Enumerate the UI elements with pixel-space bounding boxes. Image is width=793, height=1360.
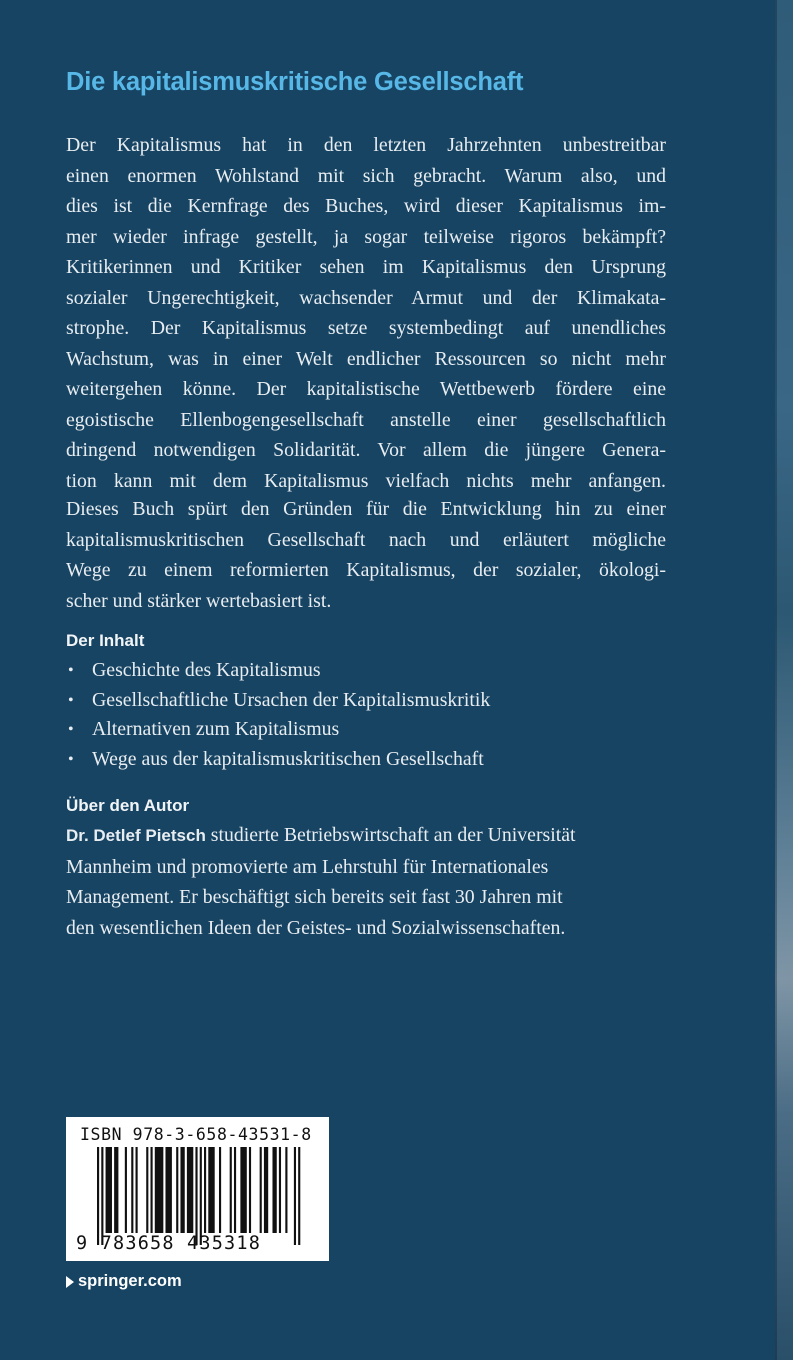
list-item: • Wege aus der kapitalismuskritischen Gesellschaft bbox=[66, 745, 490, 775]
text-line: scher und stärker wertebasiert ist. bbox=[66, 589, 332, 612]
list-item: • Alternativen zum Kapitalismus bbox=[66, 715, 490, 745]
barcode-bar bbox=[204, 1147, 206, 1233]
book-title: Die kapitalismuskritische Gesellschaft bbox=[66, 68, 524, 96]
barcode-bar bbox=[240, 1147, 246, 1233]
barcode-bar bbox=[200, 1147, 202, 1245]
text-line: sozialer Ungerechtigkeit, wachsender Armut und der Klimakata- bbox=[66, 286, 666, 309]
barcode-box bbox=[66, 1117, 329, 1261]
barcode-bar bbox=[234, 1147, 236, 1233]
text-line: Mannheim und promovierte am Lehrstuhl für Internationales bbox=[66, 855, 549, 878]
barcode-bar bbox=[101, 1147, 103, 1245]
barcode-bar bbox=[272, 1147, 276, 1233]
contents-list bbox=[66, 656, 490, 774]
barcode-bar bbox=[279, 1147, 281, 1233]
barcode-bar bbox=[97, 1147, 99, 1245]
barcode-bar bbox=[165, 1147, 171, 1233]
text-line: strophe. Der Kapitalismus setze systembedingt auf unendliches bbox=[66, 317, 666, 339]
text-line: dies ist die Kernfrage des Buches, wird dieser Kapitalismus im- bbox=[66, 195, 666, 217]
barcode-bar bbox=[176, 1147, 178, 1233]
barcode-bar bbox=[180, 1147, 184, 1233]
arrow-right-icon bbox=[66, 1276, 74, 1288]
barcode-bar bbox=[260, 1147, 262, 1233]
description-paragraph-1 bbox=[66, 130, 666, 496]
author-bio-text: studierte Betriebswirtschaft an der Universität bbox=[205, 824, 576, 846]
isbn-label: ISBN 978-3-658-43531-8 bbox=[80, 1125, 312, 1144]
contents-heading: Der Inhalt bbox=[66, 631, 145, 650]
barcode-bar bbox=[125, 1147, 127, 1233]
barcode-bar bbox=[151, 1147, 153, 1233]
text-line: Dieses Buch spürt den Gründen für die Entwicklung hin zu einer bbox=[66, 498, 666, 520]
barcode-bar bbox=[106, 1147, 112, 1233]
description-paragraph-2 bbox=[66, 494, 666, 616]
author-heading: Über den Autor bbox=[66, 796, 190, 815]
barcode-digits: 9 783658 435318 bbox=[76, 1233, 262, 1254]
spine-edge bbox=[775, 0, 793, 1360]
author-name: Dr. Detlef Pietsch bbox=[66, 826, 206, 845]
text-line: egoistische Ellenbogengesellschaft anstelle einer gesellschaftlich bbox=[66, 408, 666, 431]
text-line: weitergehen könne. Der kapitalistische Wettbewerb fördere eine bbox=[66, 378, 666, 400]
barcode-bar bbox=[264, 1147, 268, 1233]
text-line: Kritikerinnen und Kritiker sehen im Kapitalismus den Ursprung bbox=[66, 256, 666, 278]
list-item: • Gesellschaftliche Ursachen der Kapitalismuskritik bbox=[66, 686, 490, 716]
list-item: • Geschichte des Kapitalismus bbox=[66, 656, 490, 686]
barcode-bar bbox=[219, 1147, 221, 1233]
author-bio bbox=[66, 820, 666, 943]
barcode-bar bbox=[298, 1147, 300, 1245]
text-line: Wachstum, was in einer Welt endlicher Ressourcen so nicht mehr bbox=[66, 347, 666, 370]
text-line: kapitalismuskritischen Gesellschaft nach und erläutert mögliche bbox=[66, 528, 666, 551]
barcode-bar bbox=[136, 1147, 138, 1233]
publisher-link[interactable] bbox=[66, 1272, 182, 1291]
barcode-bar bbox=[285, 1147, 287, 1233]
barcode-bar bbox=[294, 1147, 296, 1245]
publisher-link-text: springer.com bbox=[78, 1272, 182, 1290]
barcode-bar bbox=[230, 1147, 232, 1233]
text-line bbox=[66, 820, 666, 852]
barcode-bar bbox=[249, 1147, 251, 1233]
text-line: dringend notwendigen Solidarität. Vor allem die jüngere Genera- bbox=[66, 439, 666, 461]
barcode-bar bbox=[114, 1147, 118, 1233]
barcode-bar bbox=[208, 1147, 214, 1233]
barcode-bar bbox=[187, 1147, 193, 1233]
text-line: einen enormen Wohlstand mit sich gebracht. Warum also, und bbox=[66, 164, 666, 187]
barcode-bar bbox=[131, 1147, 133, 1233]
text-line: Management. Er beschäftigt sich bereits seit fast 30 Jahren mit bbox=[66, 886, 563, 908]
text-line: den wesentlichen Ideen der Geistes- und Sozialwissenschaften. bbox=[66, 916, 566, 939]
text-line: Wege zu einem reformierten Kapitalismus, der sozialer, ökologi- bbox=[66, 559, 666, 581]
barcode-bar bbox=[195, 1147, 197, 1245]
text-line: Der Kapitalismus hat in den letzten Jahrzehnten unbestreitbar bbox=[66, 134, 666, 156]
text-line: mer wieder infrage gestellt, ja sogar teilweise rigoros bekämpft? bbox=[66, 225, 666, 248]
barcode-bar bbox=[155, 1147, 164, 1233]
text-line: tion kann mit dem Kapitalismus vielfach nichts mehr anfangen. bbox=[66, 469, 666, 492]
barcode-bar bbox=[146, 1147, 148, 1233]
